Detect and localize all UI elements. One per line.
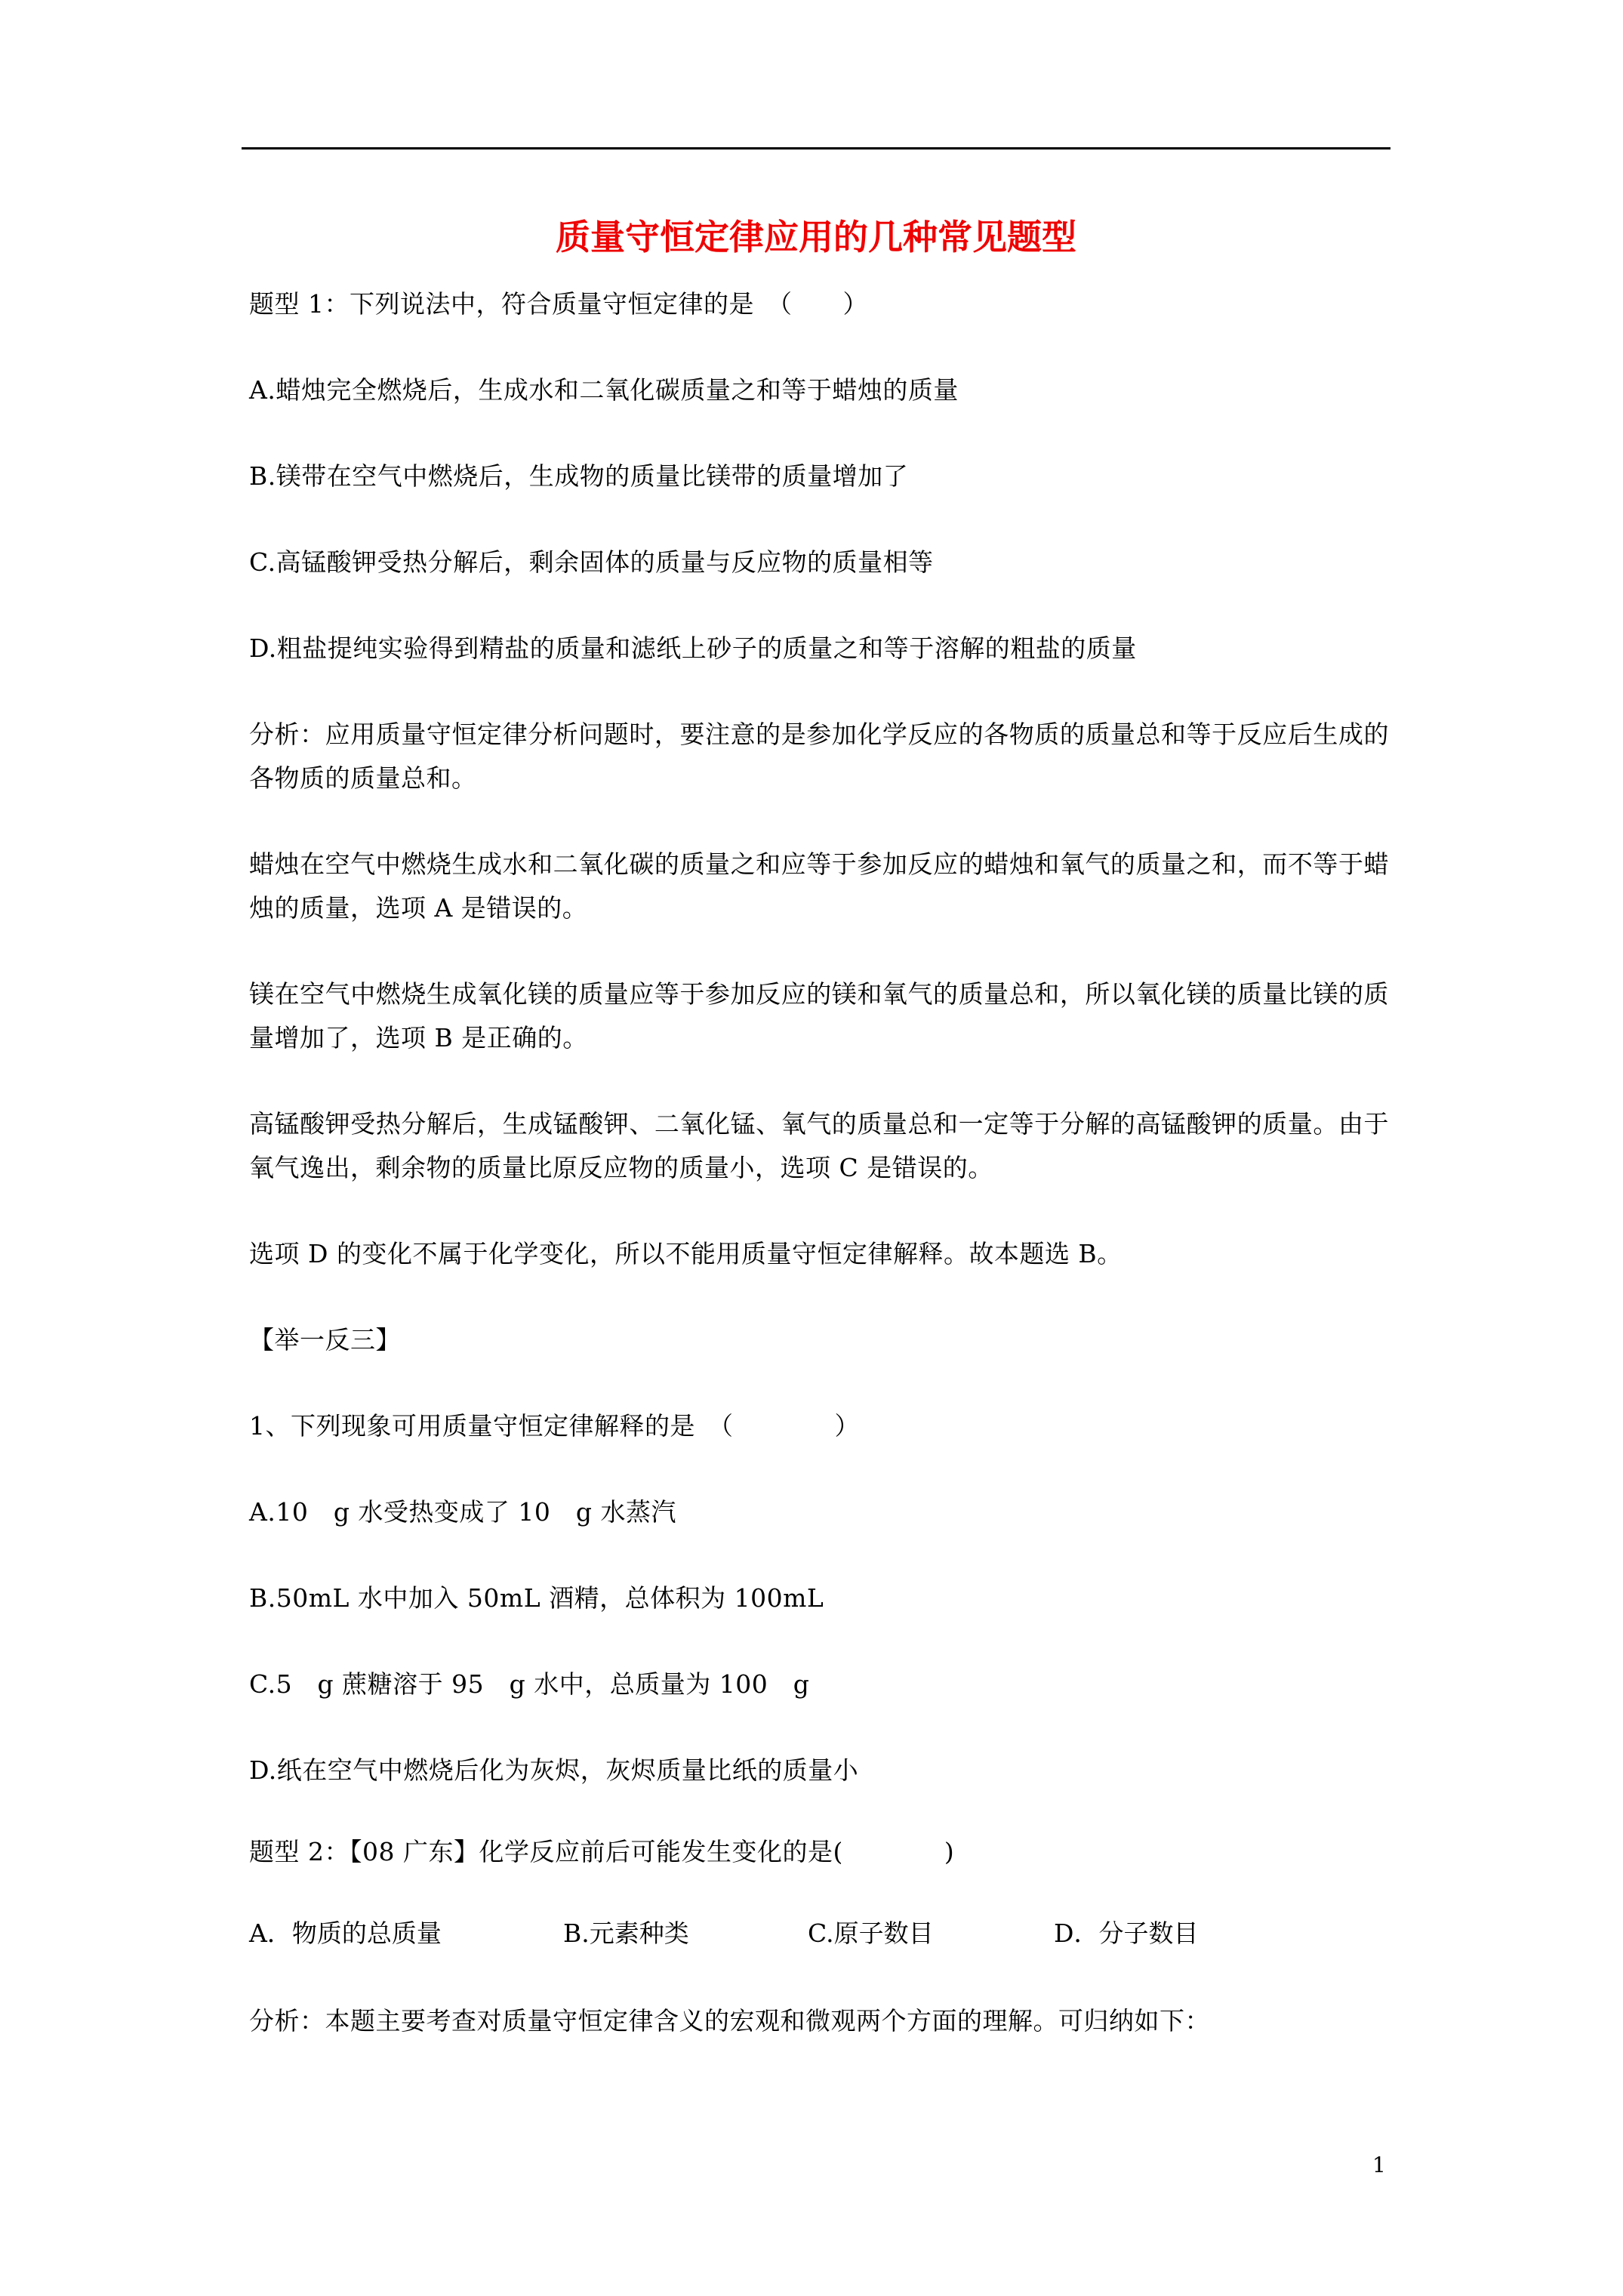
page-number: 1 (1372, 2153, 1386, 2177)
question-2-option-b: B.元素种类 (563, 1918, 689, 1948)
question-1-option-d: D.粗盐提纯实验得到精盐的质量和滤纸上砂子的质量之和等于溶解的粗盐的质量 (249, 633, 1137, 663)
question-1-conclusion: 选项 D 的变化不属于化学变化，所以不能用质量守恒定律解释。故本题选 B。 (249, 1239, 1123, 1268)
question-2-stem: 题型 2：【08 广东】化学反应前后可能发生变化的是( ) (249, 1837, 955, 1866)
header-rule (242, 147, 1390, 149)
practice-option-b: B.50mL 水中加入 50mL 酒精，总体积为 100mL (249, 1583, 824, 1613)
question-1-option-c: C.高锰酸钾受热分解后，剩余固体的质量与反应物的质量相等 (249, 547, 934, 577)
document-title: 质量守恒定律应用的几种常见题型 (556, 217, 1076, 257)
question-2-option-a: A．物质的总质量 (249, 1918, 442, 1948)
practice-option-d: D.纸在空气中燃烧后化为灰烬，灰烬质量比纸的质量小 (249, 1755, 859, 1785)
question-2-analysis: 分析：本题主要考查对质量守恒定律含义的宏观和微观两个方面的理解。可归纳如下： (249, 2006, 1210, 2036)
question-1-analysis-intro: 分析：应用质量守恒定律分析问题时，要注意的是参加化学反应的各物质的质量总和等于反应后生成的各物质的质量总和。 (249, 720, 1389, 793)
question-1-option-b: B.镁带在空气中燃烧后，生成物的质量比镁带的质量增加了 (249, 461, 909, 491)
question-1-analysis-option-a: 蜡烛在空气中燃烧生成水和二氧化碳的质量之和应等于参加反应的蜡烛和氧气的质量之和，而不等于蜡烛的质量，选项 A 是错误的。 (249, 849, 1389, 923)
question-1-stem: 题型 1：下列说法中，符合质量守恒定律的是 （ ） (249, 289, 868, 319)
practice-option-a: A.10 g 水受热变成了 10 g 水蒸汽 (249, 1497, 677, 1527)
practice-heading: 【举一反三】 (249, 1325, 401, 1354)
question-1-option-a: A.蜡烛完全燃烧后，生成水和二氧化碳质量之和等于蜡烛的质量 (249, 375, 959, 405)
question-1-analysis-option-b: 镁在空气中燃烧生成氧化镁的质量应等于参加反应的镁和氧气的质量总和，所以氧化镁的质量比镁的质量增加了，选项 B 是正确的。 (249, 979, 1389, 1052)
question-1-analysis-option-c: 高锰酸钾受热分解后，生成锰酸钾、二氧化锰、氧气的质量总和一定等于分解的高锰酸钾的质量。由于氧气逸出，剩余物的质量比原反应物的质量小，选项 C 是错误的。 (249, 1109, 1389, 1182)
practice-option-c: C.5 g 蔗糖溶于 95 g 水中，总质量为 100 g (249, 1669, 810, 1699)
practice-question-stem: 1、下列现象可用质量守恒定律解释的是 （ ） (249, 1411, 860, 1441)
question-2-option-d: D．分子数目 (1054, 1918, 1199, 1948)
question-2-option-c: C.原子数目 (808, 1918, 934, 1948)
